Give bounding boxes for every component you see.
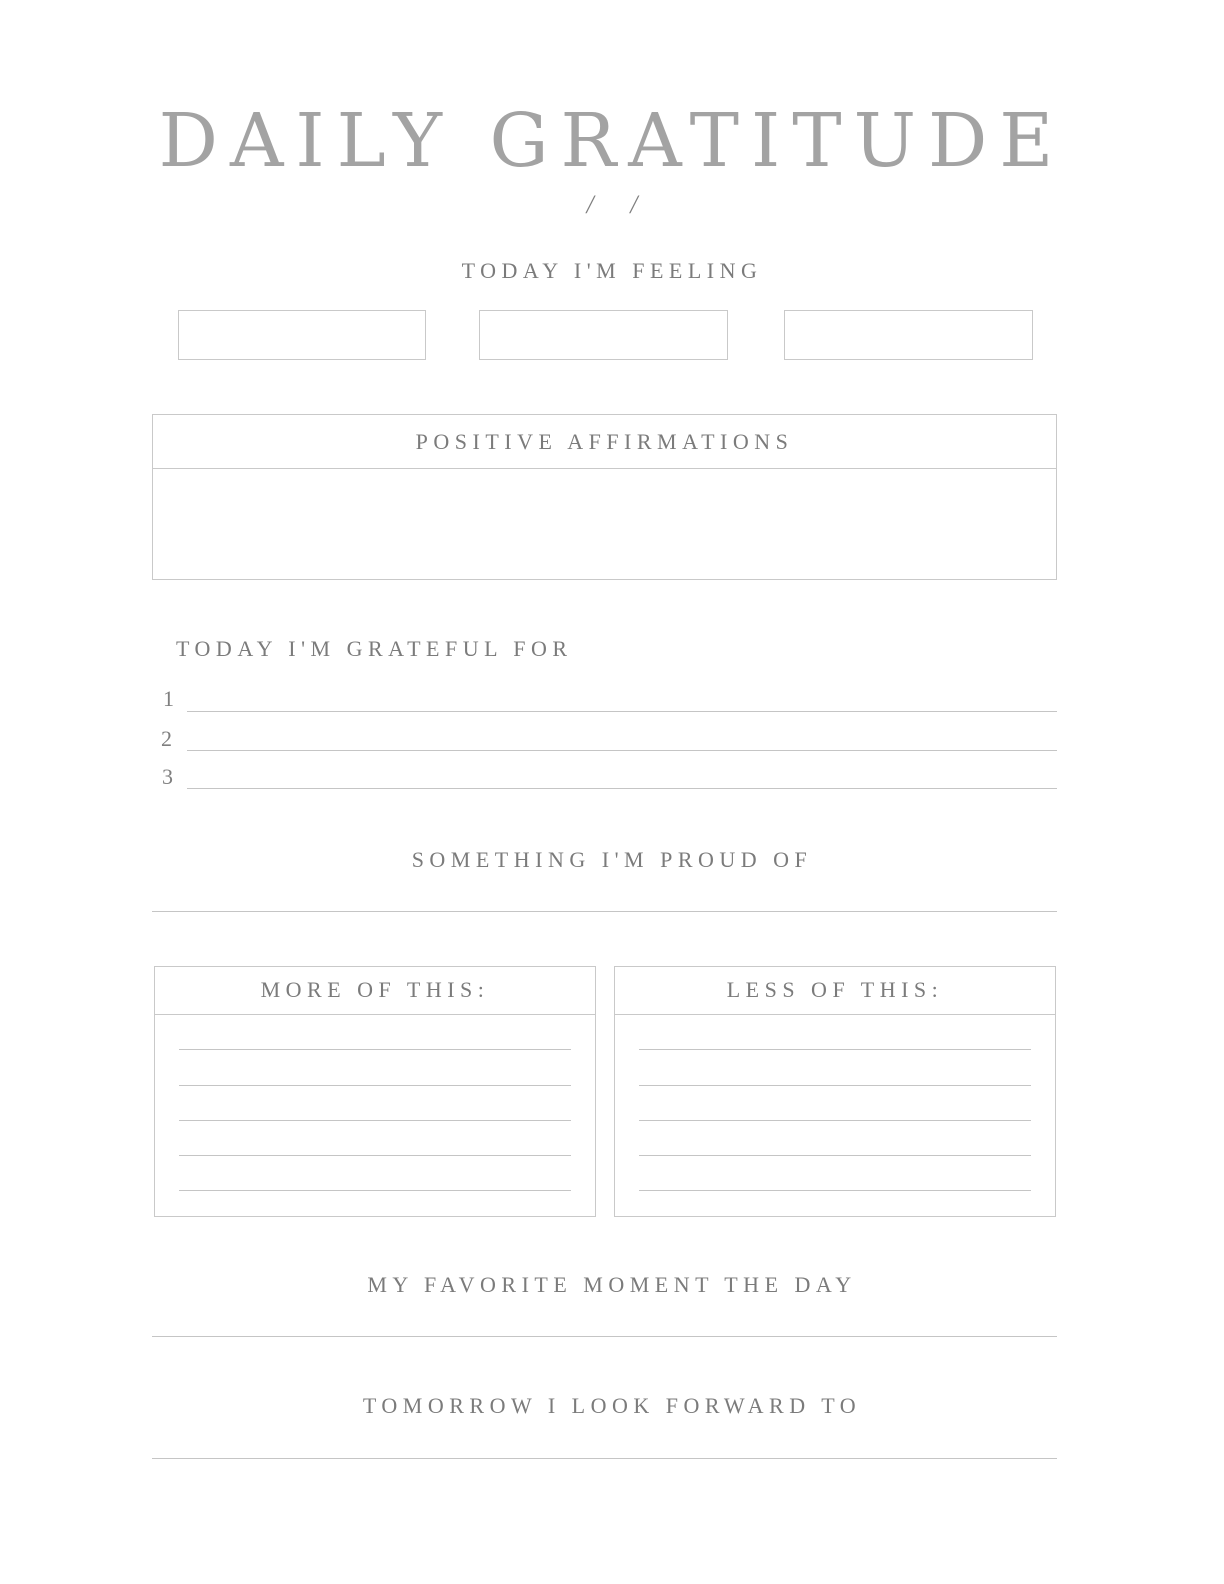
affirmations-label: POSITIVE AFFIRMATIONS xyxy=(153,415,1056,469)
date-field[interactable]: / / xyxy=(586,190,638,219)
feeling-box-3[interactable] xyxy=(784,310,1033,360)
grateful-number-3: 3 xyxy=(162,764,173,789)
affirmations-panel xyxy=(152,414,1057,580)
grateful-line-1[interactable] xyxy=(187,711,1057,712)
less-of-this-label: LESS OF THIS: xyxy=(615,967,1055,1015)
less-of-this-line-2[interactable] xyxy=(639,1085,1031,1086)
more-of-this-line-1[interactable] xyxy=(179,1049,571,1050)
less-of-this-line-4[interactable] xyxy=(639,1155,1031,1156)
more-of-this-panel xyxy=(154,966,596,1217)
page-title: DAILY GRATITUDE xyxy=(158,98,1066,184)
feeling-box-2[interactable] xyxy=(479,310,728,360)
proud-line[interactable] xyxy=(152,911,1057,912)
feeling-box-1[interactable] xyxy=(178,310,426,360)
grateful-label: TODAY I'M GRATEFUL FOR xyxy=(176,636,573,661)
tomorrow-label: TOMORROW I LOOK FORWARD TO xyxy=(362,1393,862,1418)
less-of-this-line-5[interactable] xyxy=(639,1190,1031,1191)
grateful-number-1: 1 xyxy=(163,686,174,711)
favorite-moment-label: MY FAVORITE MOMENT THE DAY xyxy=(367,1272,857,1297)
affirmations-input[interactable] xyxy=(153,469,1056,577)
more-of-this-line-5[interactable] xyxy=(179,1190,571,1191)
less-of-this-line-1[interactable] xyxy=(639,1049,1031,1050)
favorite-moment-line[interactable] xyxy=(152,1336,1057,1337)
feeling-label: TODAY I'M FEELING xyxy=(461,258,763,283)
more-of-this-label: MORE OF THIS: xyxy=(155,967,595,1015)
proud-label: SOMETHING I'M PROUD OF xyxy=(411,847,813,872)
more-of-this-line-3[interactable] xyxy=(179,1120,571,1121)
grateful-line-2[interactable] xyxy=(187,750,1057,751)
tomorrow-line[interactable] xyxy=(152,1458,1057,1459)
grateful-line-3[interactable] xyxy=(187,788,1057,789)
less-of-this-panel xyxy=(614,966,1056,1217)
grateful-number-2: 2 xyxy=(161,726,172,751)
more-of-this-line-2[interactable] xyxy=(179,1085,571,1086)
less-of-this-line-3[interactable] xyxy=(639,1120,1031,1121)
more-of-this-line-4[interactable] xyxy=(179,1155,571,1156)
